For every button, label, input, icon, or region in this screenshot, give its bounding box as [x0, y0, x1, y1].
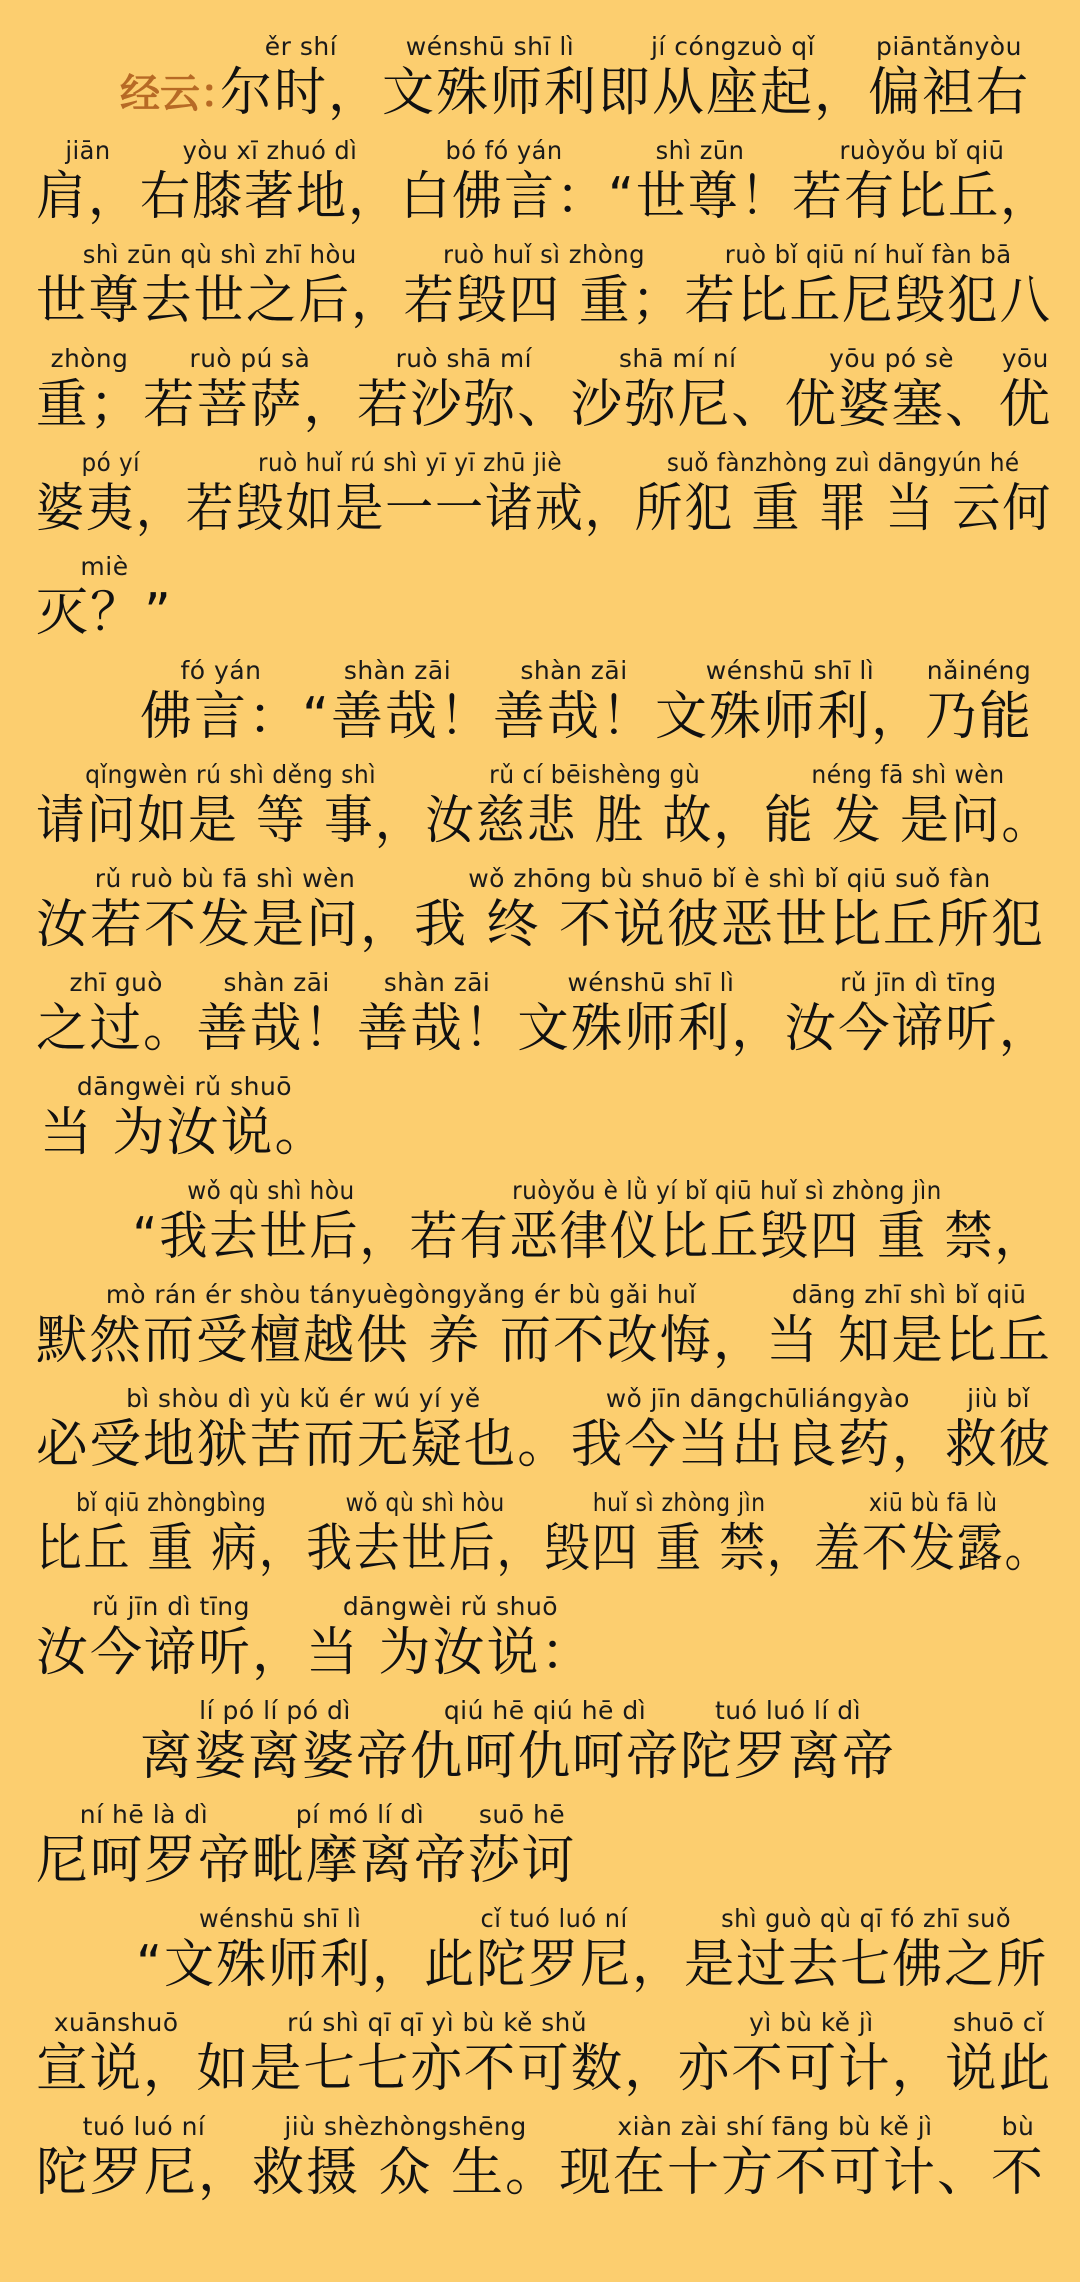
hanzi: 现在十方不可计、 — [559, 2143, 992, 2203]
text-segment — [357, 342, 571, 446]
text-segment — [680, 1694, 896, 1798]
text-segment — [143, 342, 357, 446]
hanzi: 羞不发露。 — [814, 1519, 1052, 1579]
hanzi: 默然而受檀越供 养 而不改悔， — [36, 1311, 767, 1371]
pinyin: wénshū shī lì — [405, 32, 575, 61]
hanzi: 离婆离婆帝 — [140, 1727, 411, 1787]
text-line — [36, 1070, 1052, 1174]
hanzi: 此陀罗尼， — [424, 1935, 685, 1995]
hanzi: 优婆塞、 — [784, 375, 999, 435]
text-line — [36, 1798, 1052, 1902]
pinyin: tuó luó ní — [82, 2112, 206, 2141]
pinyin: wǒ jīn dāngchūliángyào — [605, 1384, 910, 1413]
hanzi: 若毁四 重； — [403, 271, 685, 331]
hanzi: 陀罗尼， — [36, 2143, 253, 2203]
pinyin: yì bù kě jì — [749, 2008, 874, 2037]
hanzi: 若毁如是一一诸戒， — [185, 479, 635, 539]
text-segment — [655, 654, 925, 758]
text-segment — [403, 238, 684, 342]
hanzi: 尔时， — [220, 63, 383, 123]
text-line — [36, 1278, 1052, 1382]
text-line — [36, 1902, 1049, 2006]
hanzi: 汝今谛听， — [784, 999, 1053, 1059]
hanzi: 汝慈悲 胜 故， — [425, 791, 765, 851]
text-segment — [766, 1278, 1052, 1382]
hanzi: 请问如是 等 事， — [36, 791, 426, 851]
pinyin: xuānshuō — [53, 2008, 179, 2037]
text-line — [36, 862, 1052, 966]
text-segment — [196, 2006, 677, 2110]
text-segment — [36, 342, 143, 446]
text-segment — [785, 966, 1052, 1070]
text-line — [36, 1382, 1053, 1486]
hanzi: 文殊师利 — [382, 63, 599, 123]
text-segment — [36, 238, 403, 342]
hanzi: 若沙弥、 — [356, 375, 571, 435]
text-segment — [785, 342, 999, 446]
pinyin: ruò pú sà — [189, 344, 311, 373]
text-segment — [382, 30, 598, 134]
pinyin: bù — [1001, 2112, 1035, 2141]
pinyin: jiù bǐ — [967, 1384, 1031, 1413]
pinyin: fó yán — [180, 656, 262, 685]
text-segment — [252, 1798, 468, 1902]
hanzi: 善哉！ — [196, 999, 357, 1059]
hanzi: 必受地狱苦而无疑也。 — [36, 1415, 571, 1475]
hanzi: 文殊师利， — [517, 999, 785, 1059]
hanzi: “善哉！ — [302, 687, 493, 747]
text-segment — [136, 1902, 424, 2006]
text-segment — [36, 446, 186, 550]
pinyin: wǒ qù shì hòu — [345, 1488, 505, 1517]
hanzi: 莎诃 — [468, 1831, 577, 1891]
text-segment — [36, 2110, 252, 2214]
pinyin: rǔ jīn dì tīng — [92, 1592, 250, 1621]
pinyin: ruò huǐ rú shì yī yī zhū jiè — [258, 448, 563, 477]
text-segment — [36, 550, 173, 654]
pinyin: shì zūn qù shì zhī hòu — [82, 240, 357, 269]
hanzi: 救摄 众 生。 — [252, 2143, 560, 2203]
text-line — [36, 1486, 1052, 1590]
text-segment — [598, 30, 868, 134]
hanzi: 仇呵仇呵帝 — [410, 1727, 681, 1787]
text-segment — [678, 2006, 945, 2110]
text-segment — [306, 1590, 595, 1694]
pinyin: suō hē — [478, 1800, 566, 1829]
hanzi: 我今当出良药， — [570, 1415, 946, 1475]
pinyin: shā mí ní — [618, 344, 737, 373]
hanzi: 婆夷， — [36, 479, 186, 539]
text-segment — [410, 1694, 680, 1798]
sutra-label-text: 经云： — [120, 71, 240, 117]
text-segment — [36, 1278, 766, 1382]
hanzi: 善哉！ — [356, 999, 518, 1059]
pinyin: bó fó yán — [445, 136, 563, 165]
hanzi: “我去世后， — [132, 1207, 410, 1267]
text-segment — [571, 342, 785, 446]
hanzi: 优 — [998, 375, 1053, 435]
hanzi: 如是七七亦不可数， — [196, 2039, 678, 2099]
pinyin: jiān — [65, 136, 111, 165]
pinyin: wǒ zhōng bù shuō bǐ è shì bǐ qiū suǒ fàn — [468, 864, 991, 893]
pinyin: yōu pó sè — [829, 344, 954, 373]
text-segment — [559, 2110, 991, 2214]
text-segment — [36, 1590, 306, 1694]
text-segment — [36, 758, 425, 862]
pinyin: xiàn zài shí fāng bù kě jì — [617, 2112, 933, 2141]
text-segment — [764, 758, 1052, 862]
hanzi: 尼呵罗帝 — [36, 1831, 253, 1891]
text-segment — [414, 862, 1045, 966]
text-segment — [140, 654, 302, 758]
hanzi: 白佛言： — [400, 167, 609, 227]
pinyin: ní hē là dì — [79, 1800, 209, 1829]
hanzi: 世尊去世之后， — [36, 271, 404, 331]
text-segment — [468, 1798, 576, 1902]
hanzi: 即从座起， — [598, 63, 869, 123]
pinyin: jiù shèzhòngshēng — [284, 2112, 527, 2141]
hanzi: 之过。 — [36, 999, 197, 1059]
text-segment — [302, 654, 493, 758]
text-segment — [945, 1382, 1052, 1486]
pinyin: zhī guò — [69, 968, 163, 997]
pinyin: dāng zhī shì bǐ qiū — [791, 1280, 1027, 1309]
text-segment — [36, 2006, 196, 2110]
text-segment — [36, 1486, 306, 1590]
pinyin: miè — [80, 552, 129, 581]
pinyin: yōu — [1001, 344, 1049, 373]
text-line — [36, 1174, 1045, 1278]
text-line — [36, 550, 1052, 654]
text-segment — [220, 30, 382, 134]
pinyin: rǔ ruò bù fā shì wèn — [94, 864, 356, 893]
text-line — [36, 654, 1052, 758]
text-segment — [517, 966, 784, 1070]
text-segment — [991, 2110, 1045, 2214]
text-segment — [36, 862, 414, 966]
pinyin: lí pó lí pó dì — [199, 1696, 351, 1725]
text-segment — [132, 1174, 409, 1278]
pinyin: shàn zāi — [520, 656, 628, 685]
pinyin: shì zūn — [655, 136, 745, 165]
hanzi: 乃能 — [925, 687, 1034, 747]
pinyin: ruòyǒu è lǜ yí bǐ qiū huǐ sì zhòng jìn — [512, 1176, 942, 1205]
pinyin: pó yí — [81, 448, 141, 477]
pinyin: cǐ tuó luó ní — [480, 1904, 628, 1933]
text-segment — [306, 1486, 544, 1590]
hanzi: 汝今谛听， — [36, 1623, 307, 1683]
pinyin: ruò bǐ qiū ní huǐ fàn bā — [724, 240, 1012, 269]
pinyin: shì guò qù qī fó zhī suǒ — [721, 1904, 1012, 1933]
text-line — [36, 2006, 1053, 2110]
text-segment — [140, 134, 400, 238]
hanzi: 宣说， — [36, 2039, 197, 2099]
hanzi: 比丘 重 病， — [36, 1519, 307, 1579]
hanzi: 若菩萨， — [142, 375, 357, 435]
hanzi: 汝若不发是问， — [36, 895, 415, 955]
text-line — [36, 1590, 1052, 1694]
text-segment — [36, 134, 140, 238]
text-segment — [634, 446, 1051, 550]
hanzi: 是过去七佛之所 — [684, 1935, 1049, 1995]
hanzi: 若有比丘， — [791, 167, 1052, 227]
text-segment — [400, 134, 608, 238]
text-segment — [36, 1798, 252, 1902]
hanzi: 灭？” — [36, 583, 173, 643]
hanzi: 我去世后， — [306, 1519, 545, 1579]
text-segment — [925, 654, 1033, 758]
text-segment — [357, 966, 517, 1070]
text-line — [36, 966, 1053, 1070]
pinyin: qǐngwèn rú shì děng shì — [85, 760, 377, 789]
text-segment — [544, 1486, 814, 1590]
text-segment — [36, 966, 196, 1070]
hanzi: 毗摩离帝 — [252, 1831, 469, 1891]
hanzi: 我 终 不说彼恶世比丘所犯 — [414, 895, 1046, 955]
text-line — [36, 238, 1052, 342]
pinyin: wénshū shī lì — [705, 656, 875, 685]
pinyin: jí cóngzuò qǐ — [650, 32, 816, 61]
hanzi: 说此 — [945, 2039, 1053, 2099]
pinyin: ruò huǐ sì zhòng — [442, 240, 646, 269]
text-line — [36, 758, 1053, 862]
pinyin: qiú hē qiú hē dì — [443, 1696, 647, 1725]
pinyin: ruò shā mí — [395, 344, 533, 373]
hanzi: 善哉！ — [493, 687, 656, 747]
hanzi: 若有恶律仪比丘毁四 重 禁， — [409, 1207, 1045, 1267]
hanzi: 当 为汝说： — [306, 1623, 595, 1683]
hanzi: 当 知是比丘 — [766, 1311, 1052, 1371]
hanzi: 救彼 — [945, 1415, 1053, 1475]
pinyin: xiū bù fā lù — [868, 1488, 998, 1517]
text-segment — [493, 654, 655, 758]
pinyin: huǐ sì zhòng jìn — [592, 1488, 766, 1517]
hanzi: 能 发 是问。 — [763, 791, 1053, 851]
text-segment — [571, 1382, 945, 1486]
pinyin: ěr shí — [264, 32, 338, 61]
pinyin: nǎinéng — [926, 656, 1032, 685]
text-line — [36, 1694, 1052, 1798]
text-segment — [410, 1174, 1045, 1278]
hanzi: 重； — [36, 375, 143, 435]
text-segment — [868, 30, 1030, 134]
hanzi: 肩， — [36, 167, 141, 227]
pinyin: rǔ cí bēishèng gù — [489, 760, 701, 789]
hanzi: 佛言： — [140, 687, 303, 747]
pinyin: bì shòu dì yù kǔ ér wú yí yě — [126, 1384, 481, 1413]
text-line — [36, 446, 1053, 550]
hanzi: 沙弥尼、 — [570, 375, 785, 435]
text-segment — [186, 446, 635, 550]
pinyin: piāntǎnyòu — [876, 32, 1022, 61]
pinyin: shàn zāi — [223, 968, 330, 997]
pinyin: shuō cǐ — [952, 2008, 1045, 2037]
text-line — [36, 134, 1052, 238]
sutra-label — [36, 30, 240, 134]
text-segment — [814, 1486, 1052, 1590]
hanzi: 文殊师利， — [655, 687, 926, 747]
text-line — [36, 342, 1053, 446]
hanzi: 偏袒右 — [868, 63, 1031, 123]
text-line — [36, 30, 1052, 134]
hanzi: 亦不可计， — [677, 2039, 946, 2099]
pinyin: yòu xī zhuó dì — [182, 136, 358, 165]
hanzi: “世尊！ — [608, 167, 792, 227]
text-segment — [684, 1902, 1048, 2006]
text-segment — [792, 134, 1052, 238]
pinyin: zhòng — [50, 344, 129, 373]
pinyin: bǐ qiū zhòngbìng — [76, 1488, 267, 1517]
pinyin: wénshū shī lì — [567, 968, 735, 997]
pinyin: shàn zāi — [343, 656, 452, 685]
hanzi: 所犯 重 罪 当 云何 — [634, 479, 1053, 539]
text-segment — [684, 238, 1051, 342]
pinyin: shàn zāi — [383, 968, 491, 997]
text-segment — [140, 1694, 410, 1798]
pinyin: suǒ fànzhòng zuì dāngyún hé — [666, 448, 1020, 477]
hanzi: 毁四 重 禁， — [543, 1519, 815, 1579]
pinyin: tuó luó lí dì — [714, 1696, 862, 1725]
text-segment — [252, 2110, 559, 2214]
pinyin: wǒ qù shì hòu — [187, 1176, 355, 1205]
pinyin: ruòyǒu bǐ qiū — [839, 136, 1005, 165]
pinyin: mò rán ér shòu tányuègòngyǎng ér bù gǎi huǐ — [105, 1280, 697, 1309]
hanzi: 当 为汝说。 — [40, 1103, 329, 1163]
text-segment — [196, 966, 356, 1070]
text-segment — [40, 1070, 329, 1174]
pinyin: rú shì qī qī yì bù kě shǔ — [287, 2008, 588, 2037]
text-line — [36, 2110, 1052, 2214]
pinyin: dāngwèi rǔ shuō — [76, 1072, 293, 1101]
text-segment — [425, 758, 764, 862]
pinyin: rǔ jīn dì tīng — [840, 968, 997, 997]
hanzi: 若比丘尼毁犯八 — [684, 271, 1052, 331]
text-segment — [945, 2006, 1052, 2110]
pinyin: pí mó lí dì — [295, 1800, 425, 1829]
text-segment — [999, 342, 1052, 446]
hanzi: “文殊师利， — [136, 1935, 425, 1995]
pinyin: wénshū shī lì — [198, 1904, 362, 1933]
hanzi: 右膝著地， — [140, 167, 401, 227]
text-segment — [608, 134, 792, 238]
text-segment — [424, 1902, 684, 2006]
hanzi: 不 — [991, 2143, 1046, 2203]
pinyin: dāngwèi rǔ shuō — [342, 1592, 559, 1621]
text-segment — [36, 1382, 571, 1486]
hanzi: 陀罗离帝 — [680, 1727, 897, 1787]
pinyin: néng fā shì wèn — [811, 760, 1005, 789]
